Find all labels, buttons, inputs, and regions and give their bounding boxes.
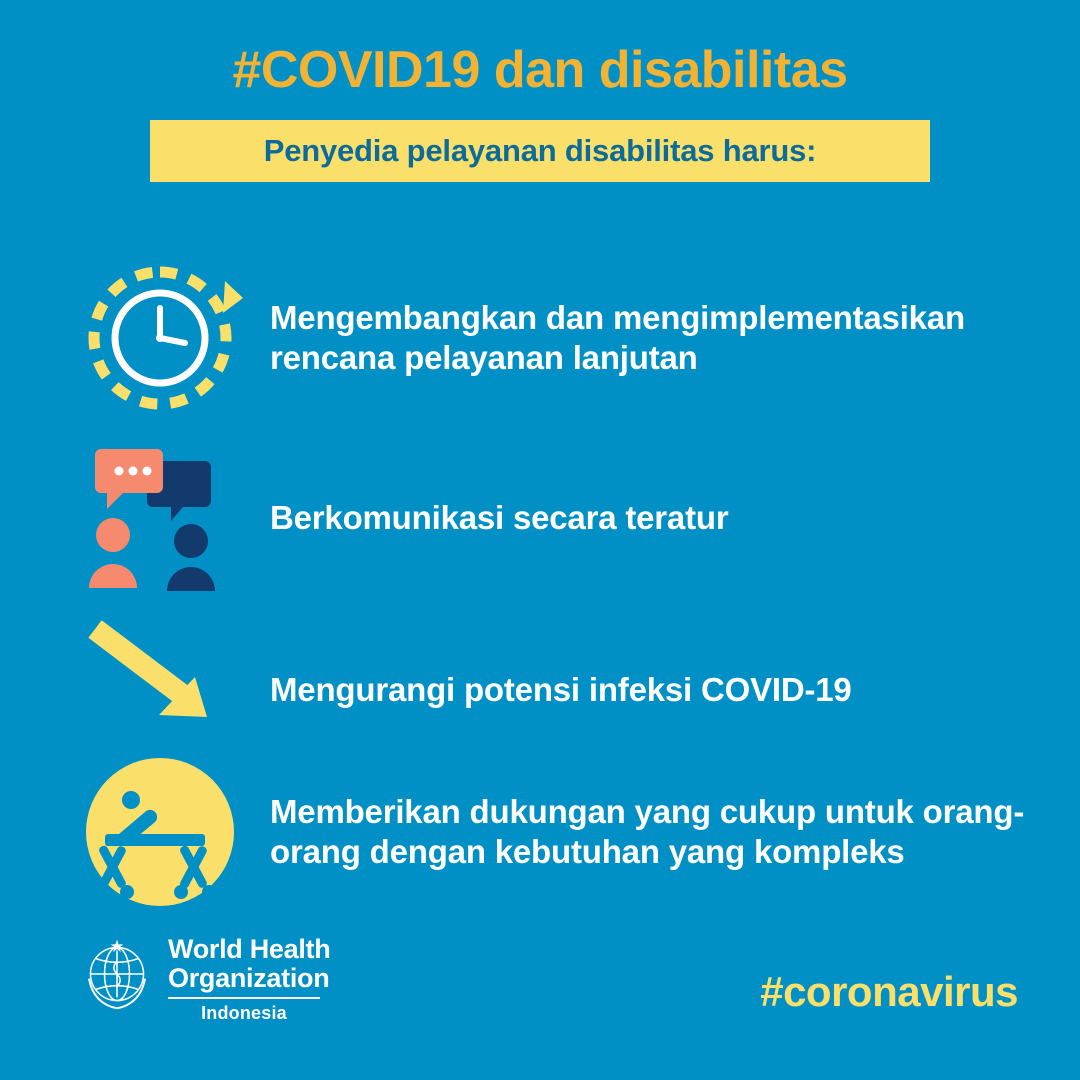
who-wordmark (168, 935, 330, 1024)
list-item (70, 610, 1070, 770)
who-name-line2: Organization (168, 962, 330, 993)
list-item-label: Memberikan dukungan yang cukup untuk orang-orang dengan kebutuhan yang kompleks (270, 792, 1025, 870)
subtitle-text: Penyedia pelayanan disabilitas harus: (263, 133, 817, 168)
who-country-label: Indonesia (201, 1003, 287, 1024)
list-item-label: Mengembangkan dan mengimplementasikan rencana pelayanan lanjutan (270, 298, 965, 376)
list-item (70, 438, 1070, 598)
who-name-line1: World Health (168, 934, 331, 964)
subtitle-band (150, 120, 930, 182)
list-item-label: Mengurangi potensi infeksi COVID-19 (270, 670, 852, 708)
who-emblem-icon (78, 935, 156, 1013)
hashtag-label: #coronavirus (760, 968, 1018, 1015)
page-title: #COVID19 dan disabilitas (232, 41, 848, 99)
list-item-label: Berkomunikasi secara teratur (270, 498, 729, 536)
people-chat-bubbles-icon (75, 443, 245, 593)
downward-arrow-icon (75, 615, 245, 765)
clock-cycle-icon (75, 263, 245, 413)
list-item (70, 752, 1070, 912)
stretcher-icon (75, 752, 245, 912)
divider (168, 997, 320, 999)
icon-container (70, 438, 250, 598)
list-item (70, 258, 1070, 418)
icon-container (70, 258, 250, 418)
icon-container (70, 752, 250, 912)
icon-container (70, 610, 250, 770)
who-logo (78, 935, 330, 1024)
